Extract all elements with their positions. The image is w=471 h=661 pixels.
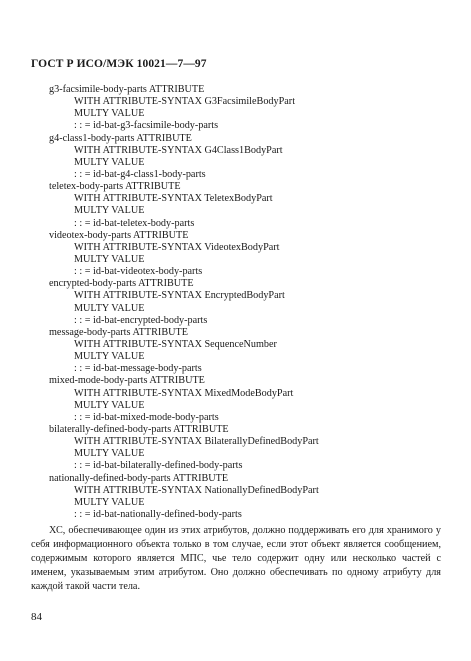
code-line-clause: WITH ATTRIBUTE-SYNTAX BilaterallyDefinedBodyPart <box>74 436 319 448</box>
code-line-attribute: bilaterally-defined-body-parts ATTRIBUTE <box>49 423 229 435</box>
code-line-clause: MULTY VALUE <box>74 205 145 217</box>
code-line-attribute: g3-facsimile-body-parts ATTRIBUTE <box>49 84 205 95</box>
code-line-attribute: encrypted-body-parts ATTRIBUTE <box>49 278 194 290</box>
code-line-clause: WITH ATTRIBUTE-SYNTAX G4Class1BodyPart <box>74 144 283 156</box>
code-line-clause: MULTY VALUE <box>74 108 145 120</box>
code-line-clause: MULTY VALUE <box>74 448 145 460</box>
code-line-clause: : : = id-bat-g3-facsimile-body-parts <box>74 120 219 132</box>
code-line-clause: MULTY VALUE <box>74 156 145 168</box>
page-header: ГОСТ Р ИСО/МЭК 10021—7—97 <box>31 58 207 70</box>
code-line-attribute: message-body-parts ATTRIBUTE <box>49 326 188 338</box>
code-line-clause: WITH ATTRIBUTE-SYNTAX VideotexBodyPart <box>74 241 280 253</box>
asn1-code-block <box>0 84 471 521</box>
code-line-clause: : : = id-bat-bilaterally-defined-body-parts <box>74 460 243 472</box>
code-line-clause: WITH ATTRIBUTE-SYNTAX EncryptedBodyPart <box>74 290 285 302</box>
code-line-clause: WITH ATTRIBUTE-SYNTAX TeletexBodyPart <box>74 193 273 205</box>
code-line-attribute: nationally-defined-body-parts ATTRIBUTE <box>49 472 229 484</box>
code-line-attribute: mixed-mode-body-parts ATTRIBUTE <box>49 375 205 387</box>
code-line-clause: : : = id-bat-teletex-body-parts <box>74 217 195 229</box>
code-line-attribute: videotex-body-parts ATTRIBUTE <box>49 229 189 241</box>
code-line-clause: MULTY VALUE <box>74 496 145 508</box>
code-line-clause: : : = id-bat-message-body-parts <box>74 363 202 375</box>
code-line-clause: : : = id-bat-mixed-mode-body-parts <box>74 411 219 423</box>
code-line-attribute: teletex-body-parts ATTRIBUTE <box>49 181 181 193</box>
code-line-clause: MULTY VALUE <box>74 351 145 363</box>
code-line-attribute: g4-class1-body-parts ATTRIBUTE <box>49 132 192 144</box>
code-line-clause: MULTY VALUE <box>74 253 145 265</box>
code-line-clause: WITH ATTRIBUTE-SYNTAX SequenceNumber <box>74 338 277 350</box>
code-line-clause: WITH ATTRIBUTE-SYNTAX NationallyDefinedBodyPart <box>74 484 319 496</box>
page-number: 84 <box>31 611 42 623</box>
code-line-clause: MULTY VALUE <box>74 302 145 314</box>
code-line-clause: WITH ATTRIBUTE-SYNTAX G3FacsimileBodyPart <box>74 96 296 108</box>
code-line-clause: : : = id-bat-encrypted-body-parts <box>74 314 208 326</box>
code-line-clause: WITH ATTRIBUTE-SYNTAX MixedModeBodyPart <box>74 387 294 399</box>
code-line-clause: : : = id-bat-nationally-defined-body-parts <box>74 508 242 520</box>
code-line-clause: : : = id-bat-videotex-body-parts <box>74 266 203 278</box>
body-paragraph: ХС, обеспечивающее один из этих атрибутов, должно поддерживать его для хранимого у себя информационного объекта только в том случае, если этот объект является сообщением, содержимым которого является МПС, чье тело содержит одну или несколько частей с именем, указываемым этим атрибутом. Оно должно обеспечивать по одному атрибуту для каждой такой части тела. <box>31 525 441 592</box>
code-line-clause: MULTY VALUE <box>74 399 145 411</box>
code-line-clause: : : = id-bat-g4-class1-body-parts <box>74 168 206 180</box>
